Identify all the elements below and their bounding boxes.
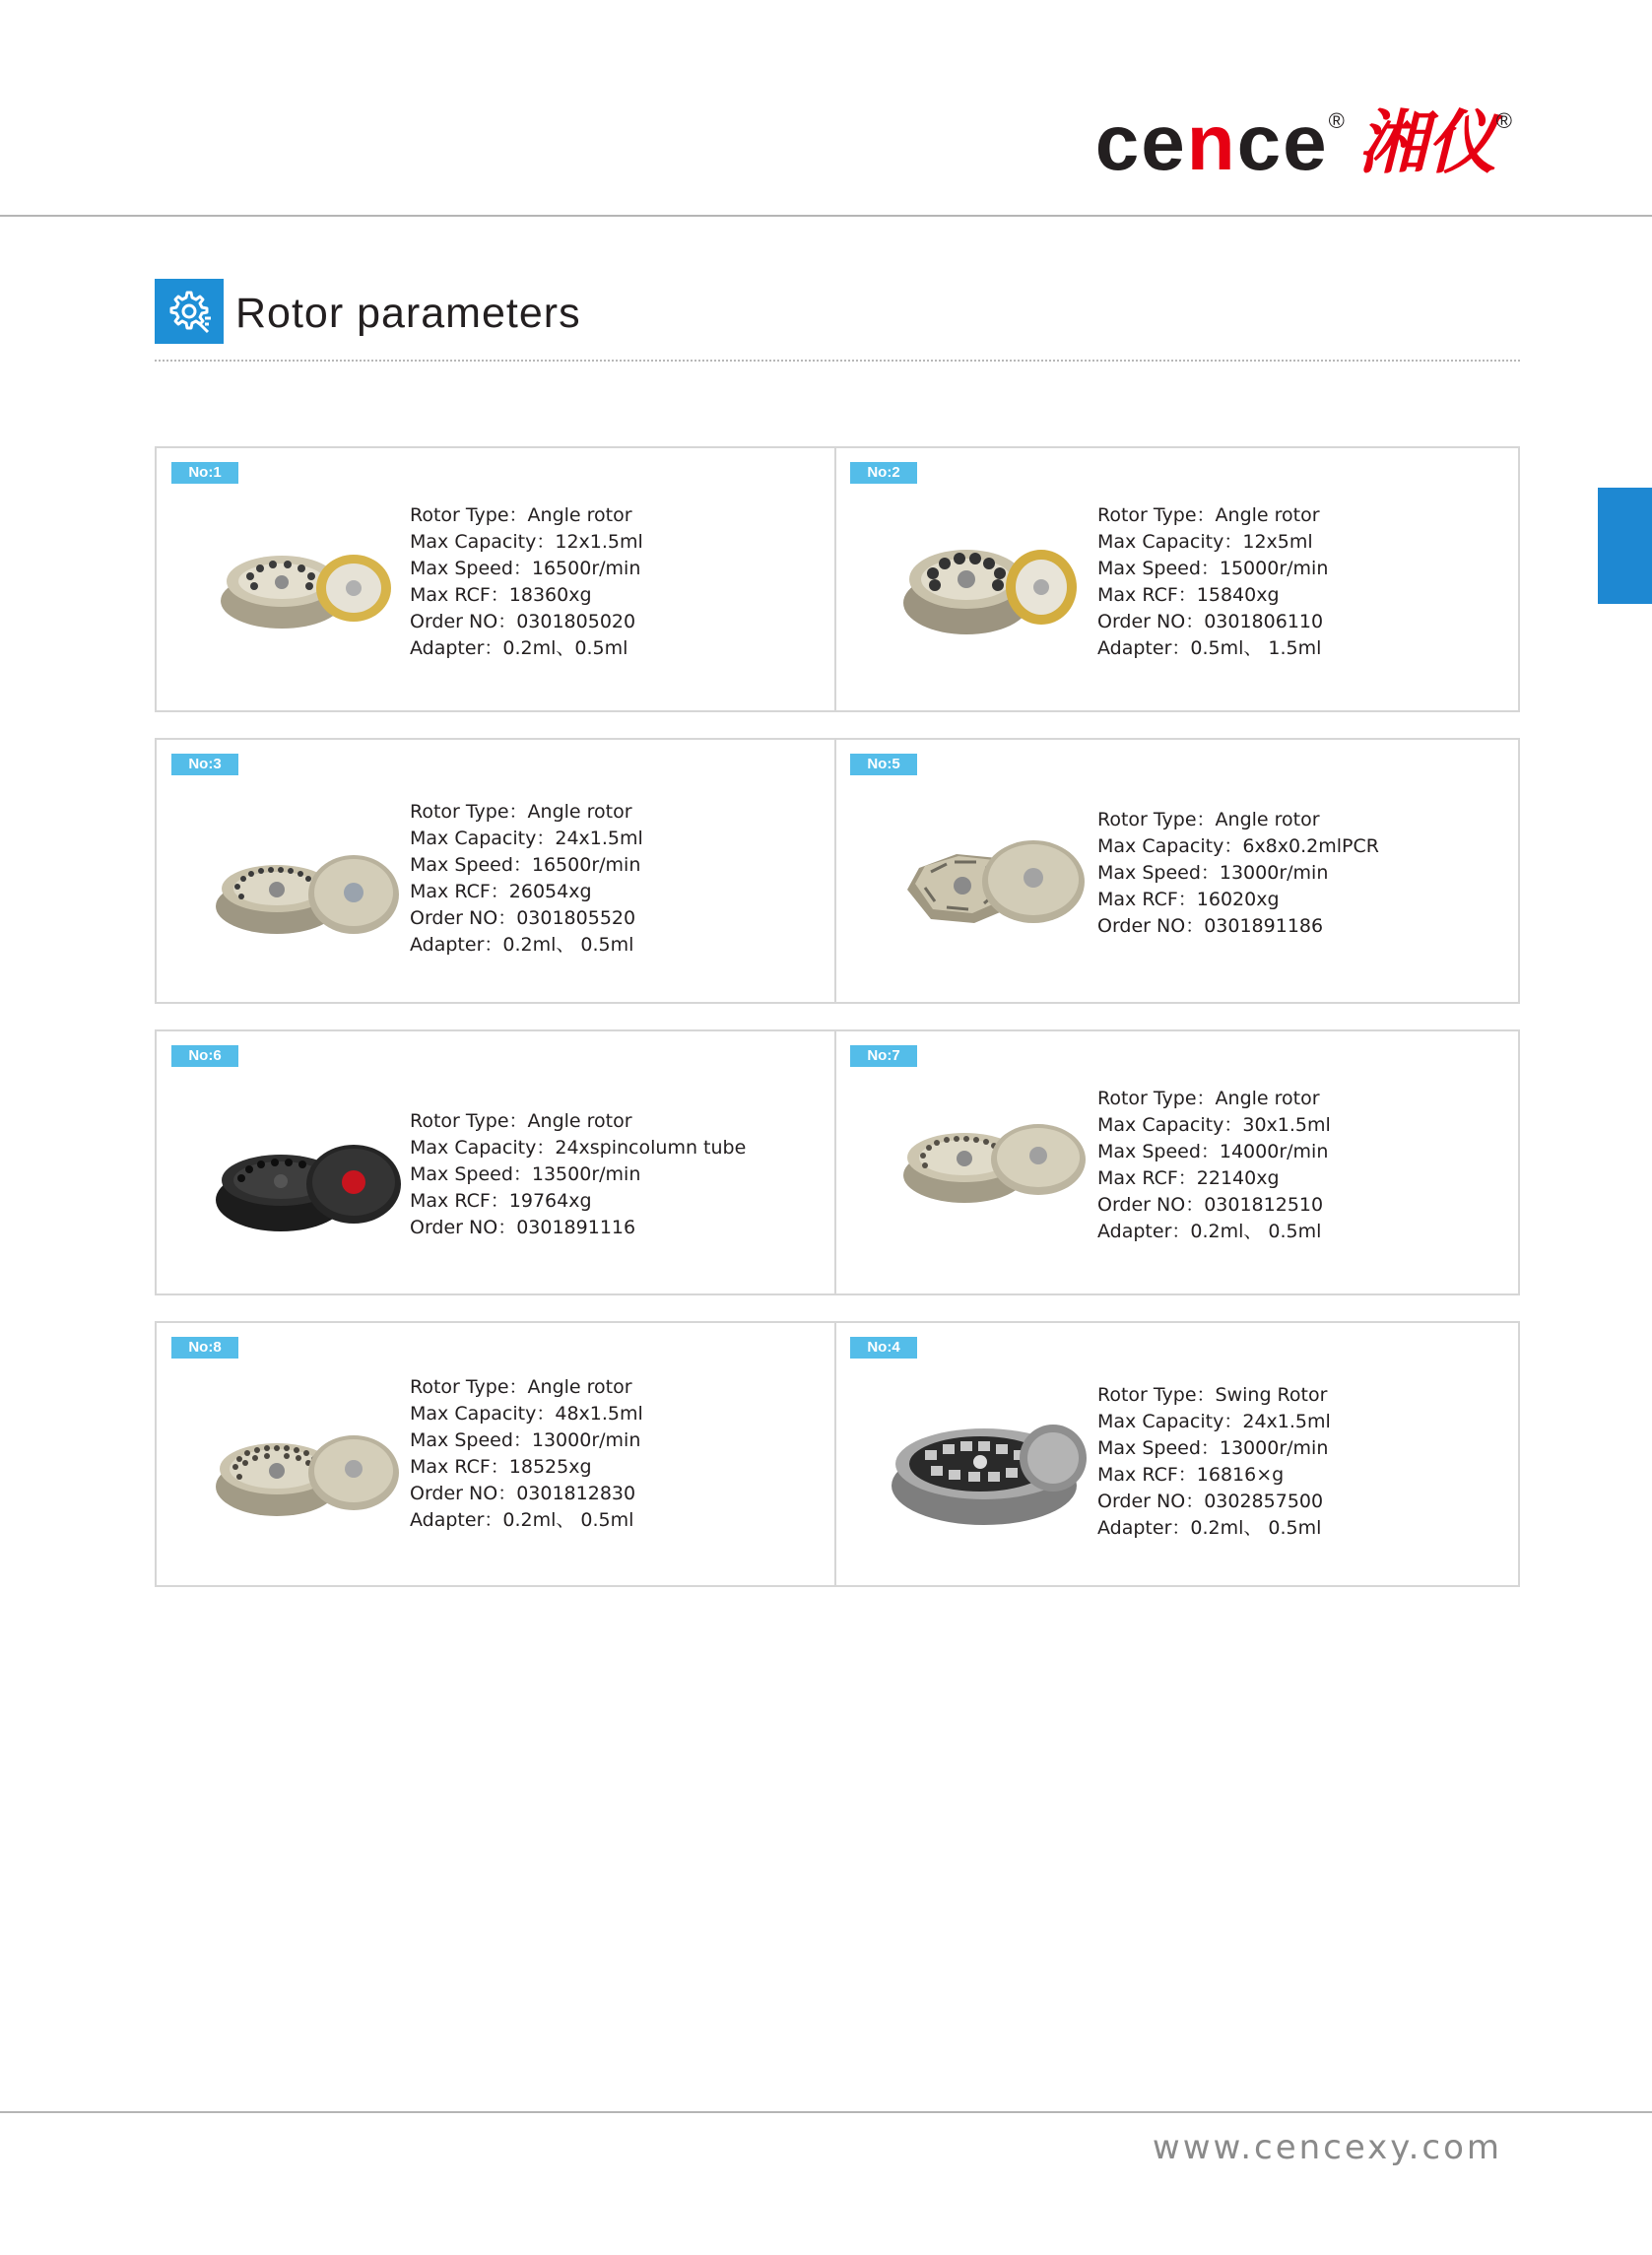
spec-max-rcf: Max RCF：15840xg: [1097, 584, 1280, 606]
spec-order-no: Order NO：0301805520: [410, 907, 636, 929]
website-url: www.cencexy.com: [1152, 2128, 1502, 2167]
spec-max-capacity: Max Capacity：12x1.5ml: [410, 531, 643, 553]
rotor-spec-list: [1097, 807, 1379, 940]
spec-max-speed: Max Speed：14000r/min: [1097, 1141, 1329, 1162]
brand-name-chinese: 湘仪: [1357, 102, 1496, 183]
rotor-spec-list: [410, 1374, 643, 1534]
rotor-card-1: [157, 448, 836, 710]
rotor-number-badge: No:3: [171, 754, 238, 775]
rotor-image: [206, 1422, 413, 1530]
spec-order-no: Order NO：0301812510: [1097, 1194, 1324, 1216]
spec-order-no: Order NO：0301805020: [410, 611, 636, 632]
spec-rotor-type: Rotor Type：Angle rotor: [410, 801, 632, 823]
spec-adapter: Adapter：0.2ml、0.5ml: [410, 637, 628, 659]
spec-max-speed: Max Speed：13000r/min: [1097, 1437, 1329, 1459]
rotor-number-badge: No:1: [171, 462, 238, 484]
spec-max-speed: Max Speed：15000r/min: [1097, 558, 1329, 579]
rotor-spec-list: [1097, 502, 1328, 662]
rotor-number-badge: No:6: [171, 1045, 238, 1067]
rotor-image: [895, 1110, 1092, 1219]
spec-order-no: Order NO：0301812830: [410, 1483, 636, 1504]
spec-adapter: Adapter：0.2ml、 0.5ml: [1097, 1517, 1322, 1539]
rotor-card-5: [834, 740, 1520, 1002]
spec-adapter: Adapter：0.2ml、 0.5ml: [1097, 1221, 1322, 1242]
rotor-row-3: [155, 1029, 1520, 1295]
footer-divider: [0, 2111, 1652, 2113]
rotor-image: [211, 527, 408, 645]
rotor-card-3: [157, 740, 836, 1002]
spec-adapter: Adapter：0.2ml、 0.5ml: [410, 934, 634, 956]
spec-rotor-type: Rotor Type：Angle rotor: [410, 1376, 632, 1398]
brand-name-latin: cence: [1094, 99, 1329, 186]
spec-max-capacity: Max Capacity：48x1.5ml: [410, 1403, 643, 1425]
rotor-card-2: [834, 448, 1520, 710]
rotor-number-badge: No:8: [171, 1337, 238, 1359]
spec-max-capacity: Max Capacity：30x1.5ml: [1097, 1114, 1331, 1136]
rotor-spec-list: [1097, 1382, 1331, 1542]
spec-adapter: Adapter：0.2ml、 0.5ml: [410, 1509, 634, 1531]
spec-adapter: Adapter：0.5ml、 1.5ml: [1097, 637, 1322, 659]
brand-logo: [1095, 99, 1512, 197]
section-title: Rotor parameters: [235, 290, 581, 337]
side-index-tab: [1598, 488, 1652, 604]
rotor-image: [895, 829, 1092, 937]
rotor-image: [206, 1125, 413, 1243]
spec-order-no: Order NO：0301891186: [1097, 915, 1324, 937]
spec-rotor-type: Rotor Type：Angle rotor: [410, 504, 632, 526]
spec-max-speed: Max Speed：16500r/min: [410, 558, 641, 579]
spec-rotor-type: Rotor Type：Angle rotor: [1097, 809, 1320, 830]
registered-mark: ®: [1328, 108, 1345, 133]
rotor-card-4: [834, 1323, 1520, 1585]
spec-max-rcf: Max RCF：18525xg: [410, 1456, 592, 1478]
spec-max-capacity: Max Capacity：12x5ml: [1097, 531, 1313, 553]
spec-order-no: Order NO：0301891116: [410, 1217, 636, 1238]
rotor-row-1: [155, 446, 1520, 712]
spec-max-rcf: Max RCF：16816×g: [1097, 1464, 1285, 1486]
gear-settings-icon: [155, 279, 224, 344]
spec-max-speed: Max Speed：13500r/min: [410, 1163, 641, 1185]
spec-rotor-type: Rotor Type：Angle rotor: [1097, 504, 1320, 526]
rotor-row-4: [155, 1321, 1520, 1587]
spec-max-capacity: Max Capacity：24x1.5ml: [410, 828, 643, 849]
spec-order-no: Order NO：0301806110: [1097, 611, 1324, 632]
rotor-number-badge: No:4: [850, 1337, 917, 1359]
rotor-image: [895, 522, 1092, 650]
spec-order-no: Order NO：0302857500: [1097, 1491, 1324, 1512]
spec-max-capacity: Max Capacity：6x8x0.2mlPCR: [1097, 835, 1379, 857]
rotor-card-8: [157, 1323, 836, 1585]
spec-max-capacity: Max Capacity：24xspincolumn tube: [410, 1137, 747, 1159]
rotor-spec-list: [410, 799, 643, 959]
spec-max-speed: Max Speed：13000r/min: [1097, 862, 1329, 884]
spec-max-rcf: Max RCF：16020xg: [1097, 889, 1280, 910]
rotor-card-7: [834, 1031, 1520, 1293]
rotor-spec-list: [410, 1108, 746, 1241]
spec-max-speed: Max Speed：16500r/min: [410, 854, 641, 876]
spec-max-rcf: Max RCF：19764xg: [410, 1190, 592, 1212]
rotor-card-6: [157, 1031, 836, 1293]
spec-max-rcf: Max RCF：18360xg: [410, 584, 592, 606]
rotor-image: [206, 843, 413, 947]
rotor-number-badge: No:7: [850, 1045, 917, 1067]
spec-max-rcf: Max RCF：22140xg: [1097, 1167, 1280, 1189]
spec-max-speed: Max Speed：13000r/min: [410, 1429, 641, 1451]
spec-rotor-type: Rotor Type：Angle rotor: [410, 1110, 632, 1132]
spec-max-rcf: Max RCF：26054xg: [410, 881, 592, 902]
section-divider: [155, 360, 1520, 362]
spec-max-capacity: Max Capacity：24x1.5ml: [1097, 1411, 1331, 1432]
registered-mark-2: ®: [1495, 108, 1512, 133]
rotor-number-badge: No:2: [850, 462, 917, 484]
spec-rotor-type: Rotor Type：Angle rotor: [1097, 1088, 1320, 1109]
spec-rotor-type: Rotor Type：Swing Rotor: [1097, 1384, 1328, 1406]
rotor-spec-list: [1097, 1086, 1331, 1245]
rotor-number-badge: No:5: [850, 754, 917, 775]
rotor-image: [886, 1407, 1092, 1535]
header-divider: [0, 215, 1652, 217]
rotor-row-2: [155, 738, 1520, 1004]
rotor-spec-list: [410, 502, 643, 662]
